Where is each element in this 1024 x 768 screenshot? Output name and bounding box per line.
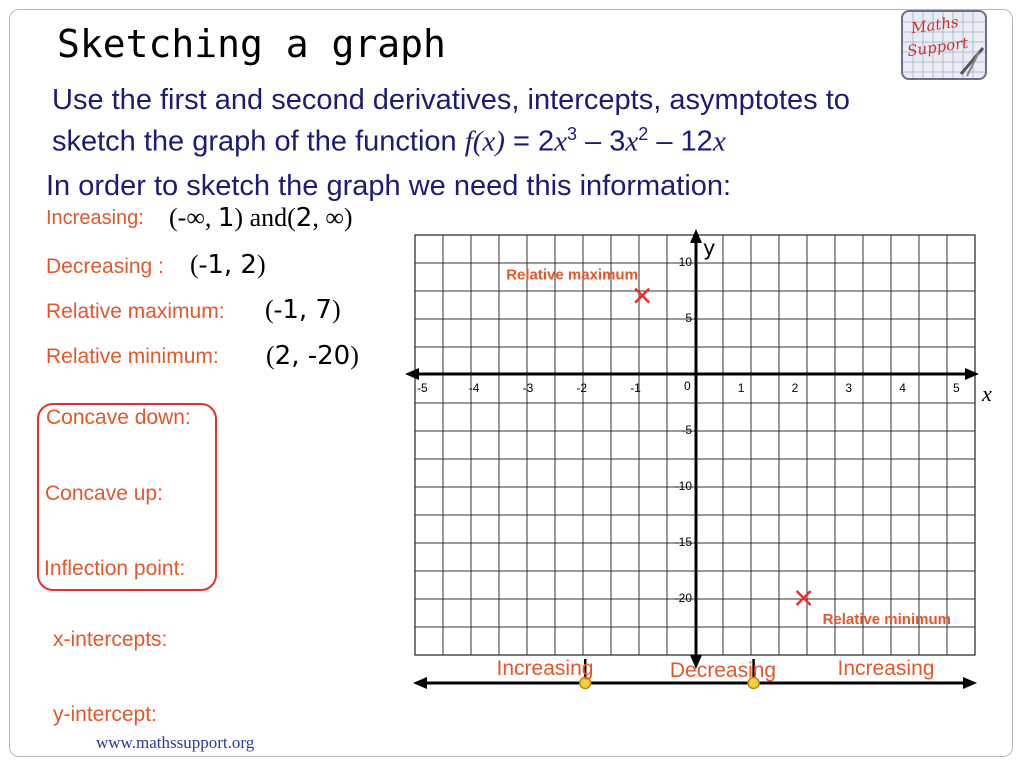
function-name: f(x): [464, 125, 505, 158]
increasing-mid: ) and(: [234, 203, 296, 232]
decreasing-a: 1, 2: [207, 250, 257, 280]
increasing-open: (-∞,: [169, 203, 218, 232]
x-tick-label: 0: [684, 379, 691, 393]
var-x-3: x: [712, 125, 726, 158]
number-line-arrow-left: [413, 677, 427, 689]
decreasing-label: Decreasing :: [46, 255, 164, 278]
relmax-open: (-: [265, 295, 283, 324]
logo-text-maths: Maths: [909, 12, 960, 38]
relmin-open: (: [266, 341, 275, 370]
term-minus-3: – 3: [577, 125, 626, 158]
x-tick-label: -3: [522, 381, 534, 395]
y-tick-label: -10: [674, 479, 692, 493]
exponent-3: 3: [567, 124, 578, 144]
y-tick-label: 5: [685, 311, 692, 325]
x-axis-label: x: [982, 381, 992, 406]
x-axis-arrow-left: [405, 368, 419, 380]
x-tick-label: 5: [953, 381, 960, 395]
y-axis-label: y: [703, 236, 716, 260]
relmax-close: ): [331, 295, 341, 324]
x-tick-label: -4: [468, 381, 480, 395]
increasing-close: , ∞): [312, 203, 353, 232]
increasing-label: Increasing:: [46, 207, 144, 229]
interval-label: Increasing: [837, 657, 935, 680]
x-axis-arrow-right: [965, 368, 979, 380]
interval-label: Decreasing: [669, 659, 777, 682]
decreasing-open: (-: [190, 250, 208, 279]
function-eq: = 2: [504, 125, 555, 158]
x-tick-label: -1: [630, 381, 641, 395]
decreasing-close: ): [256, 250, 266, 279]
relmin-close: ): [350, 341, 359, 370]
y-axis-arrow-up: [690, 229, 702, 243]
x-tick-label: 2: [791, 381, 799, 395]
x-intercepts-label: x-intercepts:: [53, 628, 168, 651]
x-tick-label: 4: [899, 381, 906, 395]
logo-text-support: Support: [906, 33, 970, 61]
exponent-2: 2: [638, 124, 649, 144]
x-tick-label: 1: [737, 381, 745, 395]
number-line-arrow-right: [963, 677, 977, 689]
increasing-a: 1: [217, 203, 235, 233]
y-tick-label: -15: [674, 535, 692, 549]
inflection-point-label: Inflection point:: [44, 557, 186, 580]
point-label: Relative minimum: [822, 611, 951, 628]
var-x-2: x: [625, 125, 639, 158]
y-tick-label: 10: [678, 255, 692, 269]
y-tick-label: -20: [674, 591, 692, 605]
relative-maximum-label: Relative maximum:: [46, 300, 225, 323]
point-label: Relative maximum: [506, 266, 638, 284]
var-x-1: x: [554, 125, 568, 158]
interval-label: Increasing: [496, 657, 594, 680]
concave-down-label: Concave down:: [46, 406, 191, 429]
term-minus-12: – 12: [648, 125, 713, 158]
relative-minimum-label: Relative minimum:: [46, 345, 219, 368]
relmax-a: 1, 7: [282, 295, 332, 325]
relmin-a: 2, -20: [274, 341, 351, 371]
footer-url: www.mathssupport.org: [96, 733, 255, 752]
y-intercept-label: y-intercept:: [53, 703, 157, 726]
increasing-b: 2: [295, 203, 313, 233]
x-tick-label: -2: [576, 381, 588, 395]
x-tick-label: 3: [845, 381, 853, 395]
intro-text: sketch the graph of the function: [52, 125, 465, 158]
x-tick-label: -5: [417, 381, 428, 395]
page-title: Sketching a graph: [57, 22, 446, 66]
y-tick-label: -5: [681, 423, 692, 437]
concave-up-label: Concave up:: [45, 482, 163, 505]
intro-line-1: Use the first and second derivatives, intercepts, asymptotes to: [52, 84, 850, 116]
info-heading: In order to sketch the graph we need this information:: [46, 170, 732, 202]
